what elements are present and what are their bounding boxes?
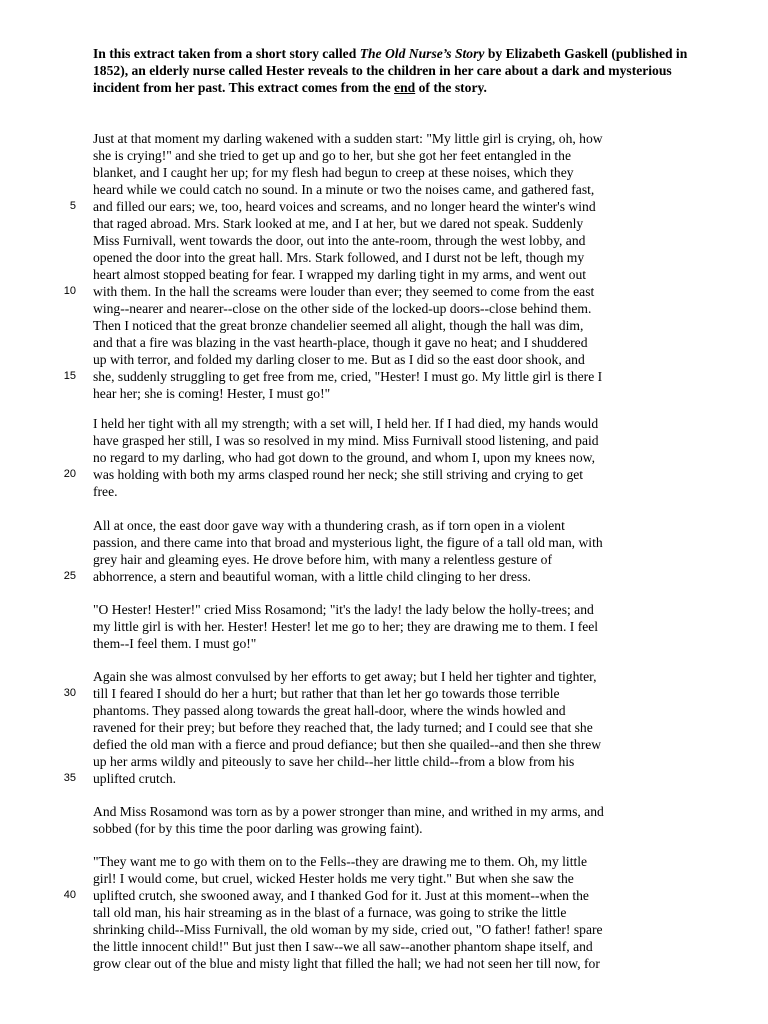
text-line: heart almost stopped beating for fear. I wrapped my darling tight in my arms, and went out	[93, 267, 587, 282]
story-title: The Old Nurse’s Story	[359, 46, 485, 61]
text-line: Miss Furnivall, went towards the door, out into the ante-room, through the west lobby, and	[93, 233, 586, 248]
intro-paragraph	[93, 45, 693, 97]
text-line: ravened for their prey; but before they reached that, the lady turned; and I could see that she	[93, 720, 593, 735]
line-number: 15	[63, 370, 76, 382]
text-line: wing--nearer and nearer--close on the other side of the locked-up doors--close behind them.	[93, 301, 592, 316]
text-line: and that a fire was blazing in the vast hearth-place, though it gave no heat; and I shuddered	[93, 335, 588, 350]
line-number: 20	[63, 468, 76, 480]
text-line: abhorrence, a stern and beautiful woman, with a little child clinging to her dress.	[93, 569, 531, 584]
text-line: them--I feel them. I must go!"	[93, 636, 257, 651]
text-line: sobbed (for by this time the poor darling was growing faint).	[93, 821, 423, 836]
text-line: grey hair and gleaming eyes. He drove before him, with many a relentless gesture of	[93, 552, 553, 567]
text-line: I held her tight with all my strength; with a set will, I held her. If I had died, my hands would	[93, 416, 599, 431]
text-line: girl! I would come, but cruel, wicked Hester holds me very tight." But when she saw the	[93, 871, 574, 886]
text-line: that raged abroad. Mrs. Stark looked at me, and I at her, but we dared not speak. Suddenly	[93, 216, 584, 231]
text-line: "O Hester! Hester!" cried Miss Rosamond; "it's the lady! the lady below the holly-trees; and	[93, 602, 594, 617]
text-line: "They want me to go with them on to the Fells--they are drawing me to them. Oh, my little	[93, 854, 588, 869]
text-line: defied the old man with a fierce and proud defiance; but then she quailed--and then she threw	[93, 737, 602, 752]
text-line: no regard to my darling, who had got down to the ground, and whom I, upon my knees now,	[93, 450, 596, 465]
text-line: passion, and there came into that broad and mysterious light, the figure of a tall old man, with	[93, 535, 603, 550]
text-line: opened the door into the great hall. Mrs. Stark followed, and I durst not be left, though my	[93, 250, 585, 265]
text-line: was holding with both my arms clasped round her neck; she still striving and crying to get	[93, 467, 584, 482]
text-line: my little girl is with her. Hester! Hester! let me go to her; they are drawing me to them. I feel	[93, 619, 599, 634]
line-number: 30	[63, 687, 76, 699]
text-line: Just at that moment my darling wakened with a sudden start: "My little girl is crying, oh, how	[93, 131, 603, 146]
text-line: Then I noticed that the great bronze chandelier seemed all alight, though the hall was dim,	[93, 318, 584, 333]
text-line: free.	[93, 484, 118, 499]
text-line: All at once, the east door gave way with a thundering crash, as if torn open in a violent	[93, 518, 565, 533]
text-line: And Miss Rosamond was torn as by a power stronger than mine, and writhed in my arms, and	[93, 804, 604, 819]
text-line: Again she was almost convulsed by her efforts to get away; but I held her tighter and tighter,	[93, 669, 597, 684]
text-line: she, suddenly struggling to get free from me, cried, "Hester! I must go. My little girl is there I	[93, 369, 603, 384]
intro-emphasis: end	[394, 80, 416, 96]
text-line: heard while we could catch no sound. In a minute or two the noises came, and gathered fast,	[93, 182, 595, 197]
text-line: tall old man, his hair streaming as in the blast of a furnace, was going to strike the little	[93, 905, 567, 920]
intro-prefix: In this extract taken from a short story called	[93, 46, 360, 61]
text-line: uplifted crutch, she swooned away, and I thanked God for it. Just at this moment--when the	[93, 888, 589, 903]
text-line: with them. In the hall the screams were louder than ever; they seemed to come from the east	[93, 284, 595, 299]
text-line: and filled our ears; we, too, heard voices and screams, and no longer heard the winter's wind	[93, 199, 596, 214]
line-number: 10	[63, 285, 76, 297]
text-line: till I feared I should do her a hurt; but rather that than let her go towards those terrible	[93, 686, 560, 701]
text-line: shrinking child--Miss Furnivall, the old woman by my side, cried out, "O father! father! spare	[93, 922, 603, 937]
line-number: 25	[63, 570, 76, 582]
intro-suffix: of the story.	[415, 80, 487, 96]
line-number: 40	[63, 889, 76, 901]
text-line: hear her; she is coming! Hester, I must go!"	[93, 386, 331, 401]
line-number: 35	[63, 772, 76, 784]
intro-middle: by Elizabeth Gaskell (published in 1852), an elderly nurse called Hester reveals to the children in her care about a dark and mysterious incident from her past. This extract comes from the	[93, 46, 688, 96]
text-line: blanket, and I caught her up; for my flesh had begun to creep at these noises, which they	[93, 165, 574, 180]
text-line: grow clear out of the blue and misty light that filled the hall; we had not seen her till now, for	[93, 956, 600, 971]
text-line: uplifted crutch.	[93, 771, 177, 786]
line-number: 5	[69, 200, 76, 212]
text-line: have grasped her still, I was so resolved in my mind. Miss Furnivall stood listening, and paid	[93, 433, 599, 448]
text-line: she is crying!" and she tried to get up and go to her, but she got her feet entangled in the	[93, 148, 572, 163]
text-line: the little innocent child!" But just then I saw--we all saw--another phantom shape itself, and	[93, 939, 593, 954]
text-line: up with terror, and folded my darling closer to me. But as I did so the east door shook, and	[93, 352, 585, 367]
text-line: up her arms wildly and piteously to save her child--her little child--from a blow from his	[93, 754, 575, 769]
text-line: phantoms. They passed along towards the great hall-door, where the winds howled and	[93, 703, 566, 718]
